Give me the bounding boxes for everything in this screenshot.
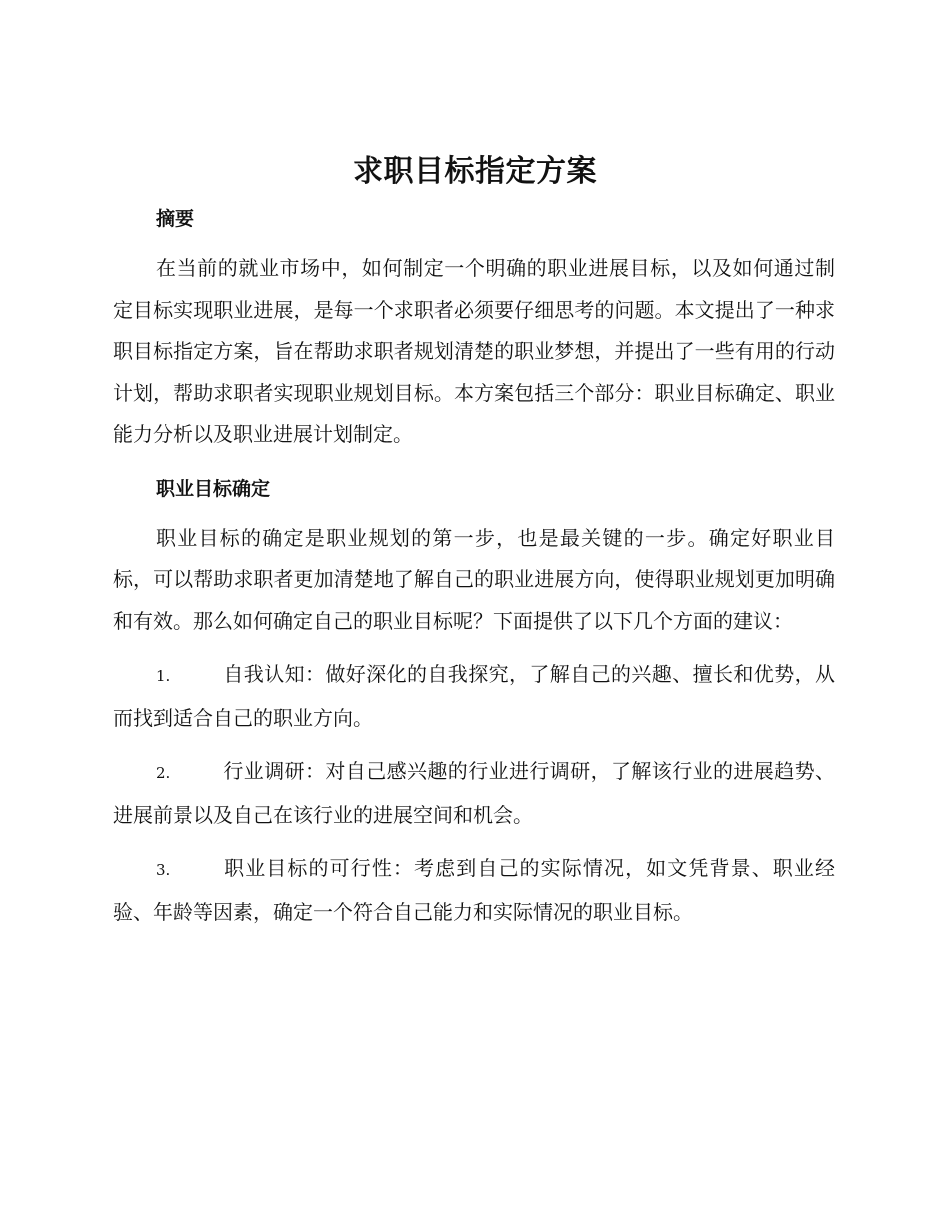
document-body [113, 198, 835, 945]
list-item-text: 自我认知：做好深化的自我探究，了解自己的兴趣、擅长和优势，从而找到适合自己的职业方向。 [113, 662, 835, 730]
career-goal-paragraph: 职业目标的确定是职业规划的第一步，也是最关键的一步。确定好职业目标，可以帮助求职者更加清楚地了解自己的职业进展方向，使得职业规划更加明确和有效。那么如何确定自己的职业目标呢？下面提供了以下几个方面的建议： [113, 525, 835, 633]
abstract-paragraph: 在当前的就业市场中，如何制定一个明确的职业进展目标，以及如何通过制定目标实现职业进展，是每一个求职者必须要仔细思考的问题。本文提出了一种求职目标指定方案，旨在帮助求职者规划清楚的职业梦想，并提出了一些有用的行动计划，帮助求职者实现职业规划目标。本方案包括三个部分：职业目标确定、职业能力分析以及职业进展计划制定。 [113, 256, 835, 446]
list-item [113, 751, 835, 836]
list-item-number: 1. [156, 667, 171, 685]
list-item [113, 848, 835, 933]
list-item-text: 行业调研：对自己感兴趣的行业进行调研，了解该行业的进展趋势、进展前景以及自己在该行业的进展空间和机会。 [113, 759, 835, 827]
section-heading-career-goal: 职业目标确定 [156, 477, 271, 500]
list-item-number: 2. [156, 764, 171, 782]
list-item-number: 3. [156, 861, 171, 879]
list-item-text: 职业目标的可行性：考虑到自己的实际情况，如文凭背景、职业经验、年龄等因素，确定一个符合自己能力和实际情况的职业目标。 [113, 856, 835, 924]
document-title: 求职目标指定方案 [353, 154, 597, 189]
list-item [113, 654, 835, 739]
section-heading-abstract: 摘要 [156, 208, 195, 230]
